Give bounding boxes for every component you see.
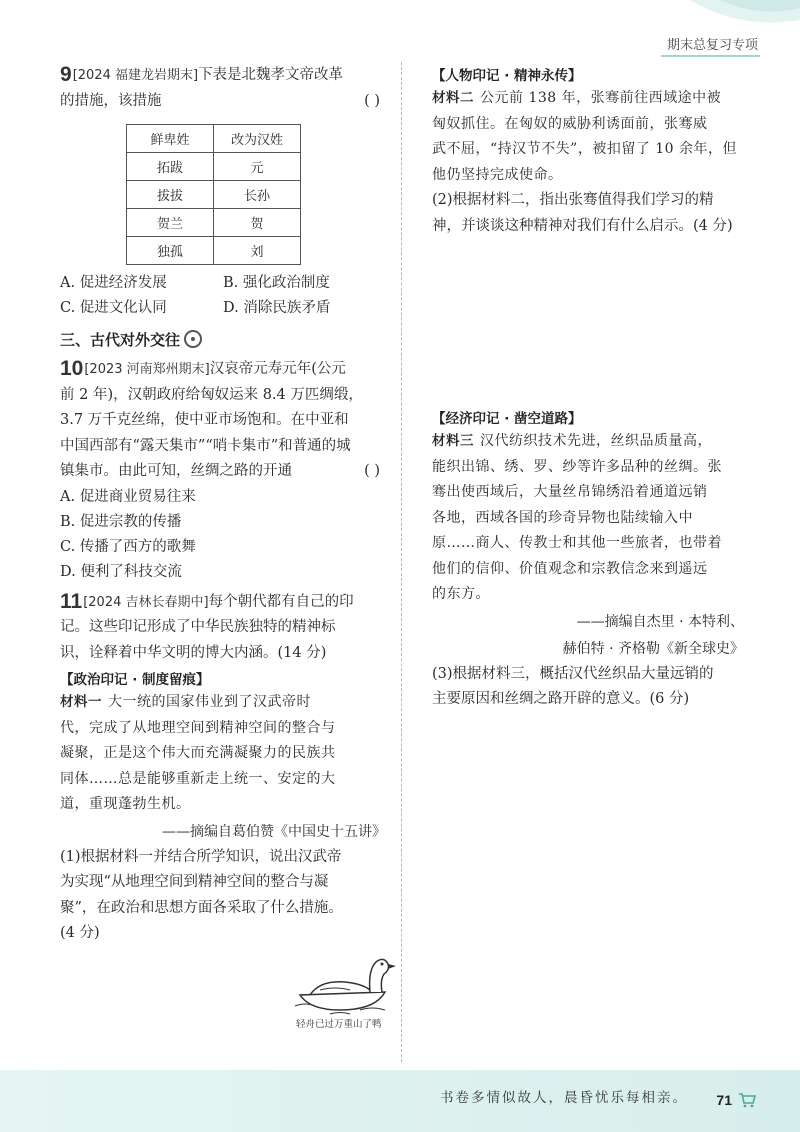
option-d[interactable]: D. 便利了科技交流 <box>60 563 182 580</box>
material-citation: ——摘编自葛伯赞《中国史十五讲》 <box>162 823 386 840</box>
section-tab: 期末总复习专项 <box>661 34 760 57</box>
question-source: [2023 河南郑州期末] <box>84 362 210 377</box>
duck-boat-doodle <box>290 940 410 1020</box>
answer-blank[interactable]: ( ) <box>364 463 380 479</box>
question-source: [2024 福建龙岩期末] <box>72 68 199 83</box>
material-line: 能织出锦、绣、罗、纱等许多品种的丝绸。张 <box>432 458 722 475</box>
material-line: 原……商人、传教士和其他一些旅者，也带着 <box>432 535 722 551</box>
material-line: 他们的信仰、价值观念和宗教信念来到遥远 <box>432 560 708 577</box>
question-line: 镇集市。由此可知，丝绸之路的开通 <box>60 463 292 479</box>
question-line: 前 2 年)，汉朝政府给匈奴运来 8.4 万匹绸缎， <box>60 386 363 403</box>
people-heading: 【人物印记 · 精神永传】 <box>432 68 582 84</box>
question-11 <box>60 589 386 947</box>
option-a[interactable]: A. 促进商业贸易往来 <box>60 488 196 505</box>
column-divider <box>401 62 402 1062</box>
table-cell: 独孤 <box>127 237 214 265</box>
question-line: 中国西部有“露天集市”“哨卡集市”和普通的城 <box>60 437 351 454</box>
material-line: 同体……总是能够重新走上统一、安定的大 <box>60 770 336 787</box>
material-line: 凝聚，正是这个伟大而充满凝聚力的民族共 <box>60 745 336 761</box>
subquestion-line: (3)根据材料三，概括汉代丝织品大量远销的 <box>432 665 714 682</box>
option-b[interactable]: B. 强化政治制度 <box>223 275 330 291</box>
section-heading <box>60 329 386 350</box>
doodle-caption: 轻舟已过万重山了鸭 <box>296 1019 382 1030</box>
question-stem: 下表是北魏孝文帝改革 <box>198 67 344 83</box>
material-label: 材料二 <box>432 90 474 106</box>
question-line: 每个朝代都有自己的印 <box>208 593 354 610</box>
material-line: 公元前 138 年，张骞前往西域途中被 <box>480 90 722 106</box>
question-stem-cont: 的措施，该措施 <box>60 92 162 109</box>
table-row <box>127 209 301 237</box>
question-10 <box>60 356 386 585</box>
question-source: [2024 吉林长春期中] <box>83 594 209 610</box>
material-line: 代，完成了从地理空间到精神空间的整合与 <box>60 719 336 736</box>
question-number: 10 <box>60 357 84 380</box>
economy-heading: 【经济印记 · 凿空道路】 <box>432 411 582 427</box>
table-header: 鲜卑姓 <box>127 125 214 153</box>
right-column <box>432 62 744 713</box>
section-title: 三、古代对外交往 <box>60 331 181 349</box>
question-line: 3.7 万千克丝绵，使中亚市场饱和。在中亚和 <box>60 412 349 428</box>
material-line: 武不屈，“持汉节不失”，被扣留了 10 余年，但 <box>432 141 738 157</box>
material-line: 大一统的国家伟业到了汉武帝时 <box>108 694 311 710</box>
page-number: 71 <box>716 1092 732 1108</box>
table-cell: 刘 <box>214 237 301 265</box>
option-c[interactable]: C. 促进文化认同 <box>60 300 167 316</box>
question-number: 9 <box>60 63 72 86</box>
subquestion-line: (4 分) <box>60 925 100 941</box>
politics-heading: 【政治印记 · 制度留痕】 <box>60 672 210 688</box>
cart-icon <box>738 1092 756 1108</box>
question-number: 11 <box>60 589 83 613</box>
question-line: 汉哀帝元寿元年(公元 <box>209 361 346 377</box>
subquestion-line: 聚”，在政治和思想方面各采取了什么措施。 <box>60 899 343 916</box>
target-icon <box>184 330 202 348</box>
material-line: 道，重现蓬勃生机。 <box>60 796 191 812</box>
table-header: 改为汉姓 <box>214 125 301 153</box>
material-line: 他仍坚持完成使命。 <box>432 166 563 183</box>
subquestion-line: (1)根据材料一并结合所学知识，说出汉武帝 <box>60 848 342 865</box>
option-d[interactable]: D. 消除民族矛盾 <box>223 300 331 316</box>
left-column <box>60 62 386 947</box>
subquestion-line: 为实现“从地理空间到精神空间的整合与凝 <box>60 874 329 890</box>
surname-table <box>126 124 301 265</box>
question-9 <box>60 62 386 321</box>
material-line: 的东方。 <box>432 586 490 602</box>
material-line: 匈奴抓住。在匈奴的威胁利诱面前，张骞威 <box>432 115 708 132</box>
footer-quote: 书卷多情似故人，晨昏忧乐每相亲。 <box>440 1090 688 1106</box>
material-line: 汉代纺织技术先进，丝织品质量高， <box>480 433 712 449</box>
subquestion-line: 神，并谈谈这种精神对我们有什么启示。(4 分) <box>432 217 733 234</box>
question-line: 识，诠释着中华文明的博大内涵。(14 分) <box>60 644 327 661</box>
table-cell: 长孙 <box>214 181 301 209</box>
material-line: 各地，西域各国的珍奇异物也陆续输入中 <box>432 509 693 526</box>
subquestion-line: 主要原因和丝绸之路开辟的意义。(6 分) <box>432 691 690 707</box>
table-cell: 拓跋 <box>127 153 214 181</box>
question-line: 记。这些印记形成了中华民族独特的精神标 <box>60 619 336 635</box>
material-label: 材料一 <box>60 694 102 710</box>
material-label: 材料三 <box>432 433 474 449</box>
table-cell: 贺 <box>214 209 301 237</box>
table-cell: 元 <box>214 153 301 181</box>
material-citation: 赫伯特 · 齐格勒《新全球史》 <box>562 640 744 657</box>
subquestion-line: (2)根据材料二，指出张骞值得我们学习的精 <box>432 192 714 208</box>
option-a[interactable]: A. 促进经济发展 <box>60 275 167 291</box>
table-row <box>127 181 301 209</box>
material-citation: ——摘编自杰里 · 本特利、 <box>576 613 744 630</box>
option-b[interactable]: B. 促进宗教的传播 <box>60 513 182 530</box>
table-cell: 贺兰 <box>127 209 214 237</box>
answer-blank[interactable]: ( ) <box>364 92 380 109</box>
option-c[interactable]: C. 传播了西方的歌舞 <box>60 538 196 555</box>
table-row <box>127 237 301 265</box>
answer-space[interactable] <box>432 239 744 405</box>
material-line: 骞出使西域后，大量丝帛锦绣沿着通道远销 <box>432 484 708 500</box>
table-row <box>127 153 301 181</box>
table-cell: 拔拔 <box>127 181 214 209</box>
